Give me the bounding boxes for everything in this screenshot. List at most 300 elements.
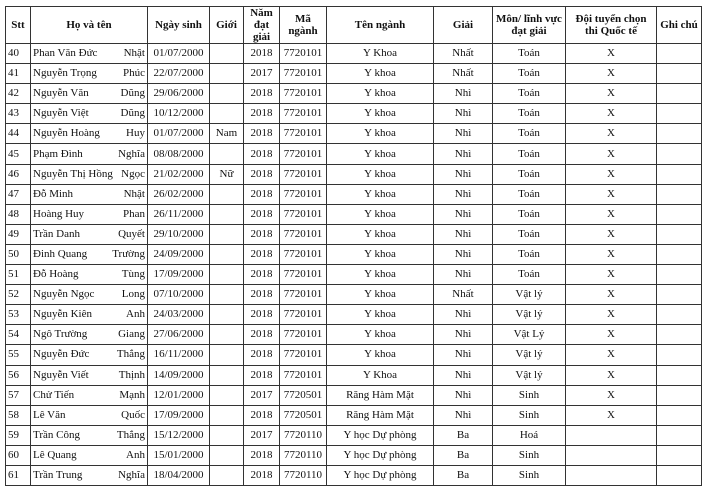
cell-gender [210, 84, 244, 104]
cell-prize: Nhì [434, 325, 493, 345]
cell-first-name: Nghĩa [118, 147, 145, 160]
cell-prize: Ba [434, 425, 493, 445]
cell-code: 7720101 [280, 285, 327, 305]
cell-first-name: Thắng [116, 428, 145, 441]
cell-last-middle-name: Phan Văn Đức [33, 47, 98, 60]
header-dob: Ngày sinh [148, 7, 210, 44]
header-note: Ghi chú [657, 7, 702, 44]
cell-gender [210, 445, 244, 465]
table-header-row [6, 7, 702, 44]
cell-prize: Nhất [434, 44, 493, 64]
cell-name [31, 144, 148, 164]
cell-prize: Nhì [434, 84, 493, 104]
table-row [6, 405, 702, 425]
cell-year: 2018 [244, 244, 280, 264]
cell-note [657, 265, 702, 285]
cell-team: X [566, 305, 657, 325]
cell-year: 2018 [244, 104, 280, 124]
cell-year: 2018 [244, 325, 280, 345]
cell-first-name: Anh [126, 308, 145, 321]
cell-team: X [566, 64, 657, 84]
cell-prize: Nhì [434, 365, 493, 385]
cell-code: 7720101 [280, 104, 327, 124]
cell-major: Y khoa [327, 224, 434, 244]
cell-first-name: Ngọc [121, 167, 145, 180]
cell-prize: Nhất [434, 285, 493, 305]
cell-first-name: Anh [126, 448, 145, 461]
cell-subject: Toán [493, 184, 566, 204]
table-row [6, 425, 702, 445]
cell-stt: 47 [6, 184, 31, 204]
cell-year: 2018 [244, 44, 280, 64]
cell-code: 7720110 [280, 465, 327, 485]
cell-subject: Toán [493, 124, 566, 144]
cell-note [657, 325, 702, 345]
cell-major: Y khoa [327, 345, 434, 365]
cell-name [31, 84, 148, 104]
cell-dob: 14/09/2000 [148, 365, 210, 385]
cell-subject: Toán [493, 44, 566, 64]
cell-team [566, 425, 657, 445]
cell-code: 7720101 [280, 184, 327, 204]
cell-stt: 42 [6, 84, 31, 104]
cell-stt: 54 [6, 325, 31, 345]
cell-stt: 61 [6, 465, 31, 485]
cell-last-middle-name: Đỗ Hoàng [33, 268, 79, 281]
cell-year: 2018 [244, 224, 280, 244]
cell-prize: Nhì [434, 184, 493, 204]
cell-code: 7720101 [280, 365, 327, 385]
header-prize: Giải [434, 7, 493, 44]
cell-dob: 26/11/2000 [148, 204, 210, 224]
cell-year: 2018 [244, 405, 280, 425]
table-body [6, 44, 702, 486]
cell-name [31, 465, 148, 485]
cell-last-middle-name: Nguyễn Việt [33, 107, 89, 120]
cell-code: 7720101 [280, 124, 327, 144]
cell-dob: 08/08/2000 [148, 144, 210, 164]
cell-subject: Toán [493, 104, 566, 124]
cell-stt: 60 [6, 445, 31, 465]
cell-prize: Nhì [434, 244, 493, 264]
cell-dob: 15/01/2000 [148, 445, 210, 465]
cell-dob: 01/07/2000 [148, 44, 210, 64]
cell-name [31, 405, 148, 425]
cell-last-middle-name: Trần Công [33, 428, 80, 441]
table-row [6, 224, 702, 244]
cell-stt: 46 [6, 164, 31, 184]
cell-year: 2018 [244, 144, 280, 164]
cell-subject: Sinh [493, 385, 566, 405]
header-code: Mã ngành [280, 7, 327, 44]
cell-dob: 15/12/2000 [148, 425, 210, 445]
cell-major: Răng Hàm Mặt [327, 405, 434, 425]
table-row [6, 124, 702, 144]
cell-gender [210, 465, 244, 485]
cell-gender [210, 285, 244, 305]
cell-gender [210, 265, 244, 285]
cell-major: Y khoa [327, 285, 434, 305]
cell-note [657, 164, 702, 184]
cell-code: 7720101 [280, 84, 327, 104]
cell-first-name: Quyết [118, 227, 145, 240]
cell-note [657, 124, 702, 144]
student-table [5, 6, 702, 486]
cell-code: 7720110 [280, 425, 327, 445]
cell-stt: 53 [6, 305, 31, 325]
cell-note [657, 465, 702, 485]
cell-gender [210, 244, 244, 264]
cell-major: Y khoa [327, 144, 434, 164]
cell-year: 2018 [244, 285, 280, 305]
header-gender: Giới [210, 7, 244, 44]
cell-code: 7720101 [280, 144, 327, 164]
cell-code: 7720101 [280, 325, 327, 345]
cell-last-middle-name: Nguyễn Kiên [33, 308, 92, 321]
cell-team: X [566, 325, 657, 345]
cell-major: Y khoa [327, 184, 434, 204]
header-stt: Stt [6, 7, 31, 44]
cell-team: X [566, 385, 657, 405]
cell-major: Y khoa [327, 104, 434, 124]
cell-gender [210, 104, 244, 124]
cell-team: X [566, 184, 657, 204]
cell-subject: Sinh [493, 445, 566, 465]
cell-team [566, 465, 657, 485]
cell-major: Y khoa [327, 244, 434, 264]
cell-stt: 50 [6, 244, 31, 264]
table-row [6, 144, 702, 164]
cell-dob: 01/07/2000 [148, 124, 210, 144]
cell-last-middle-name: Ngô Trường [33, 328, 88, 341]
cell-subject: Toán [493, 84, 566, 104]
cell-major: Y Khoa [327, 365, 434, 385]
cell-prize: Ba [434, 465, 493, 485]
table-row [6, 385, 702, 405]
cell-year: 2017 [244, 64, 280, 84]
cell-stt: 48 [6, 204, 31, 224]
cell-gender: Nữ [210, 164, 244, 184]
cell-note [657, 445, 702, 465]
cell-note [657, 104, 702, 124]
cell-subject: Vật lý [493, 285, 566, 305]
cell-year: 2018 [244, 365, 280, 385]
cell-dob: 29/10/2000 [148, 224, 210, 244]
cell-prize: Nhì [434, 345, 493, 365]
cell-gender [210, 365, 244, 385]
cell-first-name: Mạnh [119, 388, 145, 401]
cell-year: 2017 [244, 385, 280, 405]
cell-first-name: Nhật [123, 47, 145, 60]
cell-prize: Nhì [434, 164, 493, 184]
cell-code: 7720101 [280, 204, 327, 224]
cell-first-name: Trường [112, 247, 145, 260]
cell-note [657, 405, 702, 425]
cell-team: X [566, 84, 657, 104]
cell-note [657, 224, 702, 244]
cell-stt: 56 [6, 365, 31, 385]
cell-stt: 41 [6, 64, 31, 84]
cell-prize: Nhì [434, 104, 493, 124]
table-row [6, 44, 702, 64]
table-row [6, 84, 702, 104]
cell-last-middle-name: Lê Quang [33, 448, 77, 461]
cell-code: 7720501 [280, 385, 327, 405]
table-row [6, 345, 702, 365]
cell-prize: Nhì [434, 204, 493, 224]
table-row [6, 184, 702, 204]
cell-subject: Vật lý [493, 305, 566, 325]
cell-name [31, 104, 148, 124]
cell-gender [210, 184, 244, 204]
cell-code: 7720101 [280, 345, 327, 365]
cell-first-name: Quốc [121, 408, 145, 421]
cell-stt: 57 [6, 385, 31, 405]
cell-last-middle-name: Phạm Đình [33, 147, 83, 160]
cell-team: X [566, 104, 657, 124]
cell-subject: Toán [493, 224, 566, 244]
cell-first-name: Long [121, 288, 145, 301]
table-row [6, 365, 702, 385]
cell-year: 2018 [244, 184, 280, 204]
cell-prize: Nhì [434, 224, 493, 244]
cell-note [657, 305, 702, 325]
header-subject: Môn/ lĩnh vực đạt giải [493, 7, 566, 44]
cell-last-middle-name: Nguyễn Hoàng [33, 127, 100, 140]
cell-note [657, 425, 702, 445]
cell-last-middle-name: Nguyễn Trọng [33, 67, 97, 80]
cell-first-name: Dũng [120, 87, 145, 100]
cell-name [31, 204, 148, 224]
cell-first-name: Huy [126, 127, 145, 140]
cell-major: Y học Dự phòng [327, 445, 434, 465]
header-name: Họ và tên [31, 7, 148, 44]
cell-team [566, 445, 657, 465]
cell-prize: Nhất [434, 64, 493, 84]
cell-stt: 45 [6, 144, 31, 164]
cell-first-name: Phúc [123, 67, 145, 80]
cell-stt: 59 [6, 425, 31, 445]
cell-year: 2018 [244, 84, 280, 104]
cell-year: 2018 [244, 445, 280, 465]
cell-subject: Vật lý [493, 365, 566, 385]
cell-prize: Nhì [434, 265, 493, 285]
cell-team: X [566, 204, 657, 224]
cell-team: X [566, 365, 657, 385]
cell-major: Y khoa [327, 204, 434, 224]
cell-team: X [566, 224, 657, 244]
cell-dob: 21/02/2000 [148, 164, 210, 184]
cell-code: 7720101 [280, 224, 327, 244]
cell-dob: 07/10/2000 [148, 285, 210, 305]
cell-gender [210, 405, 244, 425]
cell-last-middle-name: Nguyễn Văn [33, 87, 89, 100]
cell-note [657, 204, 702, 224]
cell-code: 7720501 [280, 405, 327, 425]
cell-year: 2017 [244, 425, 280, 445]
cell-major: Y khoa [327, 64, 434, 84]
cell-dob: 24/09/2000 [148, 244, 210, 264]
cell-prize: Nhì [434, 385, 493, 405]
cell-stt: 44 [6, 124, 31, 144]
cell-subject: Toán [493, 204, 566, 224]
cell-major: Y học Dự phòng [327, 425, 434, 445]
cell-name [31, 385, 148, 405]
cell-code: 7720110 [280, 445, 327, 465]
cell-year: 2018 [244, 124, 280, 144]
cell-last-middle-name: Trần Trung [33, 469, 83, 482]
cell-year: 2018 [244, 305, 280, 325]
cell-subject: Toán [493, 164, 566, 184]
cell-gender [210, 64, 244, 84]
cell-dob: 17/09/2000 [148, 405, 210, 425]
cell-gender [210, 325, 244, 345]
cell-team: X [566, 124, 657, 144]
cell-stt: 52 [6, 285, 31, 305]
cell-team: X [566, 244, 657, 264]
cell-gender [210, 204, 244, 224]
cell-dob: 26/02/2000 [148, 184, 210, 204]
cell-team: X [566, 164, 657, 184]
cell-major: Y Khoa [327, 44, 434, 64]
table-row [6, 445, 702, 465]
cell-prize: Nhì [434, 144, 493, 164]
cell-major: Y khoa [327, 124, 434, 144]
cell-prize: Nhì [434, 405, 493, 425]
cell-major: Y khoa [327, 305, 434, 325]
header-team: Đội tuyển chọn thi Quốc tế [566, 7, 657, 44]
cell-subject: Vật Lý [493, 325, 566, 345]
cell-last-middle-name: Trần Danh [33, 227, 80, 240]
table-row [6, 325, 702, 345]
cell-note [657, 345, 702, 365]
cell-name [31, 425, 148, 445]
cell-year: 2018 [244, 265, 280, 285]
cell-first-name: Phan [123, 207, 145, 220]
cell-subject: Toán [493, 64, 566, 84]
cell-last-middle-name: Nguyễn Ngọc [33, 288, 95, 301]
header-year: Năm đạt giải [244, 7, 280, 44]
cell-last-middle-name: Chử Tiến [33, 388, 75, 401]
cell-note [657, 184, 702, 204]
cell-name [31, 445, 148, 465]
cell-code: 7720101 [280, 244, 327, 264]
cell-team: X [566, 285, 657, 305]
cell-code: 7720101 [280, 305, 327, 325]
cell-subject: Sinh [493, 465, 566, 485]
cell-dob: 16/11/2000 [148, 345, 210, 365]
cell-note [657, 44, 702, 64]
cell-name [31, 325, 148, 345]
table-row [6, 164, 702, 184]
cell-stt: 40 [6, 44, 31, 64]
cell-stt: 58 [6, 405, 31, 425]
cell-name [31, 64, 148, 84]
cell-subject: Hoá [493, 425, 566, 445]
cell-code: 7720101 [280, 64, 327, 84]
cell-major: Y khoa [327, 84, 434, 104]
cell-last-middle-name: Hoàng Huy [33, 207, 85, 220]
cell-note [657, 244, 702, 264]
cell-year: 2018 [244, 465, 280, 485]
cell-note [657, 84, 702, 104]
cell-name [31, 224, 148, 244]
cell-subject: Vật lý [493, 345, 566, 365]
cell-team: X [566, 144, 657, 164]
cell-name [31, 345, 148, 365]
cell-last-middle-name: Đỗ Minh [33, 187, 74, 200]
table-row [6, 244, 702, 264]
cell-gender [210, 385, 244, 405]
cell-dob: 24/03/2000 [148, 305, 210, 325]
table-row [6, 64, 702, 84]
cell-gender [210, 305, 244, 325]
table-row [6, 265, 702, 285]
table-row [6, 104, 702, 124]
cell-name [31, 184, 148, 204]
cell-name [31, 305, 148, 325]
cell-dob: 29/06/2000 [148, 84, 210, 104]
cell-last-middle-name: Nguyễn Thị Hồng [33, 167, 113, 180]
cell-first-name: Thắng [116, 348, 145, 361]
cell-name [31, 285, 148, 305]
cell-stt: 43 [6, 104, 31, 124]
table-row [6, 305, 702, 325]
cell-major: Y khoa [327, 265, 434, 285]
cell-team: X [566, 345, 657, 365]
cell-subject: Toán [493, 244, 566, 264]
cell-dob: 12/01/2000 [148, 385, 210, 405]
cell-first-name: Nghĩa [118, 469, 145, 482]
cell-gender [210, 345, 244, 365]
table-row [6, 204, 702, 224]
cell-major: Răng Hàm Mặt [327, 385, 434, 405]
cell-subject: Toán [493, 265, 566, 285]
cell-note [657, 365, 702, 385]
cell-subject: Sinh [493, 405, 566, 425]
cell-prize: Nhì [434, 124, 493, 144]
cell-dob: 18/04/2000 [148, 465, 210, 485]
cell-major: Y học Dự phòng [327, 465, 434, 485]
cell-gender [210, 144, 244, 164]
cell-gender: Nam [210, 124, 244, 144]
cell-last-middle-name: Nguyễn Viết [33, 368, 89, 381]
cell-note [657, 64, 702, 84]
cell-last-middle-name: Đinh Quang [33, 247, 88, 260]
table-row [6, 465, 702, 485]
cell-first-name: Nhật [123, 187, 145, 200]
cell-last-middle-name: Lê Văn [33, 408, 66, 421]
cell-year: 2018 [244, 204, 280, 224]
cell-gender [210, 44, 244, 64]
cell-gender [210, 224, 244, 244]
cell-major: Y khoa [327, 325, 434, 345]
cell-major: Y khoa [327, 164, 434, 184]
cell-name [31, 244, 148, 264]
cell-prize: Nhì [434, 305, 493, 325]
cell-stt: 55 [6, 345, 31, 365]
cell-dob: 10/12/2000 [148, 104, 210, 124]
cell-team: X [566, 405, 657, 425]
cell-dob: 17/09/2000 [148, 265, 210, 285]
cell-note [657, 144, 702, 164]
cell-dob: 22/07/2000 [148, 64, 210, 84]
cell-name [31, 124, 148, 144]
cell-stt: 51 [6, 265, 31, 285]
cell-code: 7720101 [280, 44, 327, 64]
cell-year: 2018 [244, 164, 280, 184]
cell-last-middle-name: Nguyễn Đức [33, 348, 90, 361]
